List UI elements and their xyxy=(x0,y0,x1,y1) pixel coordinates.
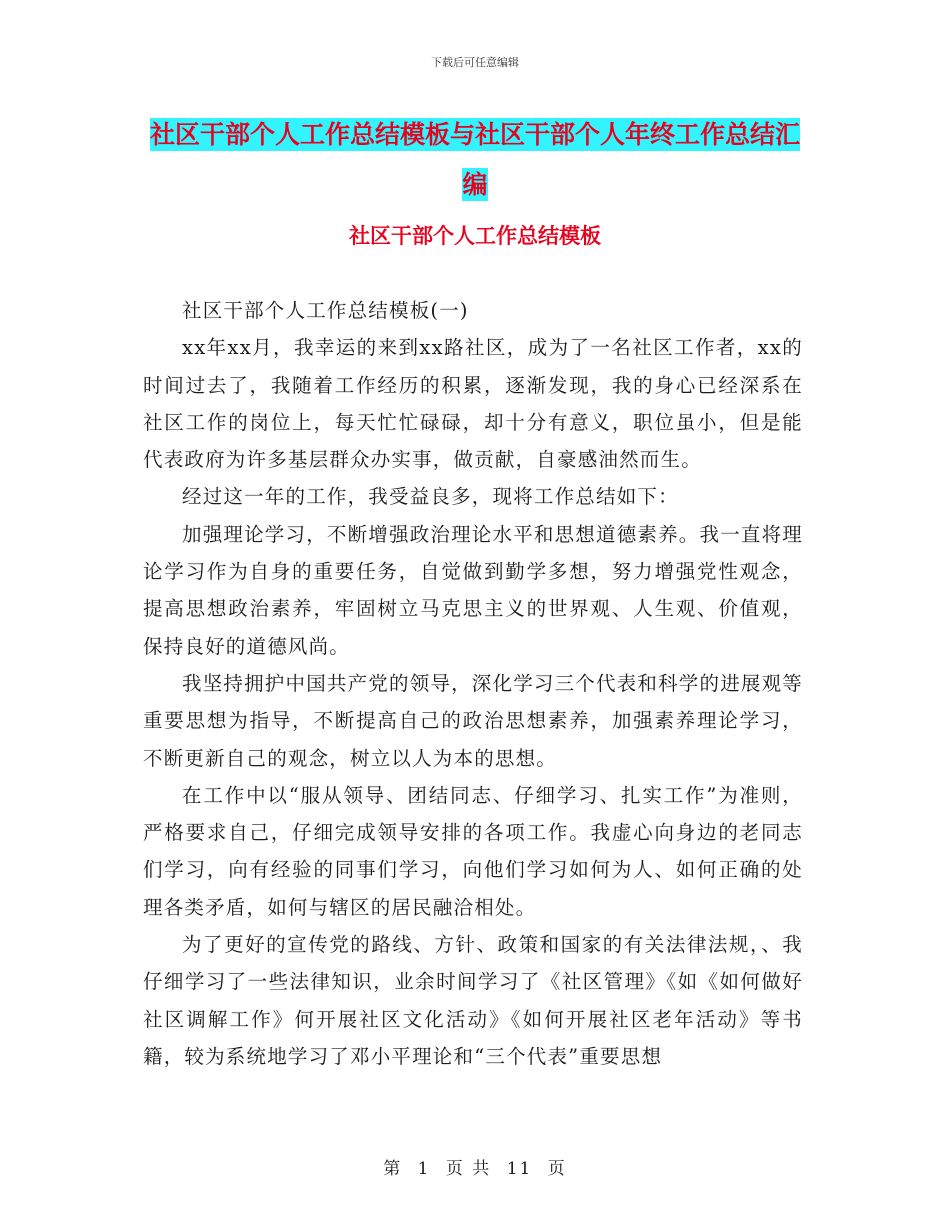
subheading-paragraph: 社区干部个人工作总结模板(一) xyxy=(182,299,469,322)
document-body xyxy=(143,292,803,1075)
body-paragraph: 为了更好的宣传党的路线、方针、政策和国家的有关法律法规，、我仔细学习了一些法律知识，业余时间学习了《社区管理》《如《如何做好社区调解工作》何开展社区文化活动》《如何开展社区老年活动》等书籍，较为系统地学习了邓小平理论和“三个代表”重要思想 xyxy=(143,933,803,1068)
body-paragraph: 在工作中以“服从领导、团结同志、仔细学习、扎实工作”为准则，严格要求自己，仔细完成领导安排的各项工作。我虚心向身边的老同志们学习，向有经验的同事们学习，向他们学习如何为人、如何正确的处理各类矛盾，如何与辖区的居民融洽相处。 xyxy=(143,783,803,919)
document-title xyxy=(140,110,810,210)
body-paragraph: xx年xx月，我幸运的来到xx路社区，成为了一名社区工作者，xx的时间过去了，我随着工作经历的积累，逐渐发现，我的身心已经深系在社区工作的岗位上，每天忙忙碌碌，却十分有意义，职位虽小，但是能代表政府为许多基层群众办实事，做贡献，自豪感油然而生。 xyxy=(143,336,803,472)
page-label-suffix: 页 xyxy=(547,1159,567,1179)
page-number: 1 xyxy=(417,1159,431,1179)
total-pages: 11 xyxy=(506,1159,533,1179)
page-label-prefix: 第 xyxy=(383,1159,403,1179)
body-paragraph: 加强理论学习，不断增强政治理论水平和思想道德素养。我一直将理论学习作为自身的重要任务，自觉做到勤学多想，努力增强党性观念，提高思想政治素养，牢固树立马克思主义的世界观、人生观、价值观，保持良好的道德风尚。 xyxy=(143,522,804,658)
page-footer xyxy=(0,1154,950,1179)
page-label-mid: 页 共 xyxy=(445,1159,492,1179)
body-paragraph: 我坚持拥护中国共产党的领导，深化学习三个代表和科学的进展观等重要思想为指导，不断提高自己的政治思想素养，加强素养理论学习，不断更新自己的观念，树立以人为本的思想。 xyxy=(143,671,804,770)
document-title-text: 社区干部个人工作总结模板与社区干部个人年终工作总结汇编 xyxy=(149,120,800,199)
section-title: 社区干部个人工作总结模板 xyxy=(349,224,601,248)
body-paragraph: 经过这一年的工作，我受益良多，现将工作总结如下： xyxy=(182,485,679,509)
header-note: 下载后可任意编辑 xyxy=(431,56,519,69)
